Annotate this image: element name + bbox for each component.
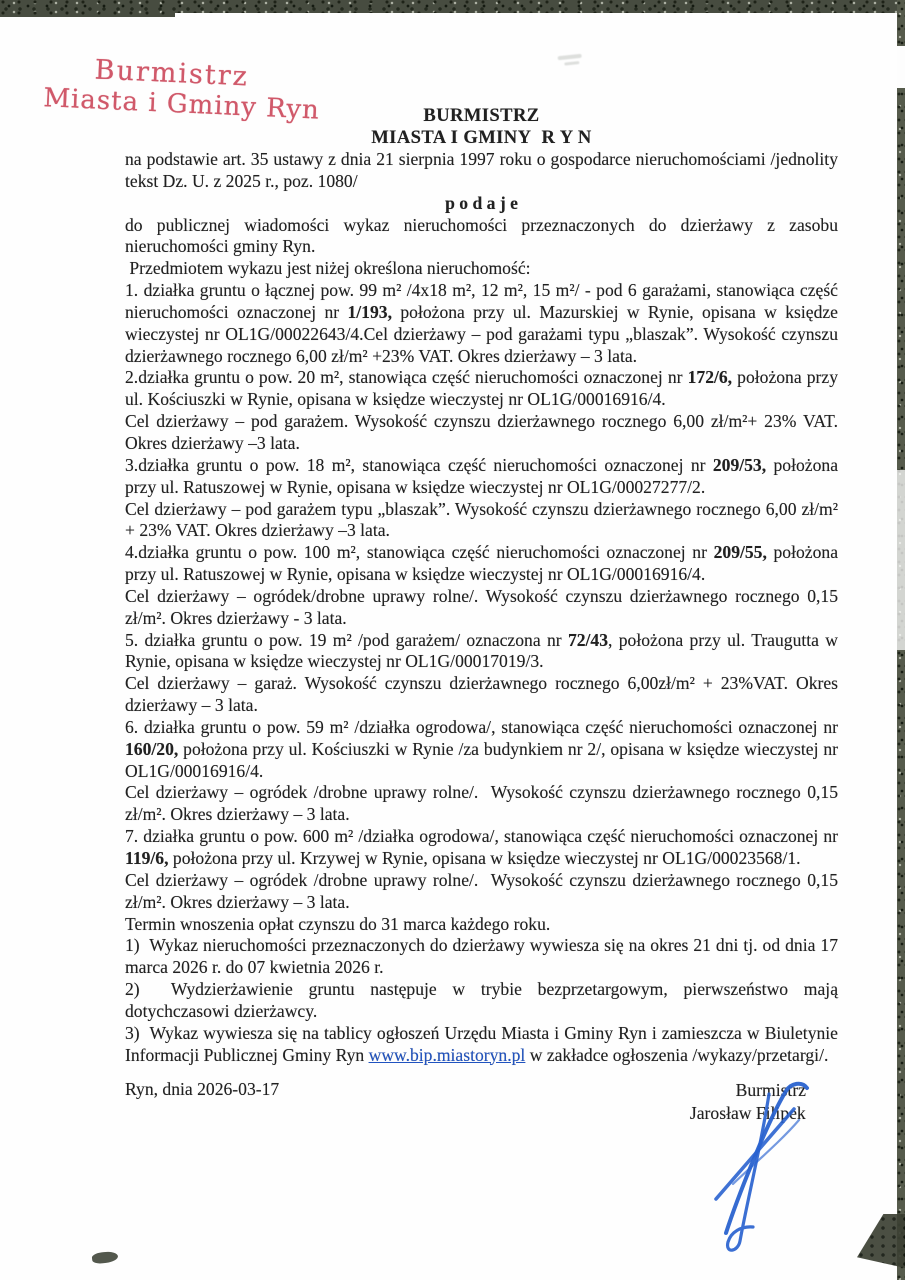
legal-basis-paragraph: na podstawie art. 35 ustawy z dnia 21 sierpnia 1997 roku o gospodarce nieruchomościami /jednolity tekst Dz. U. z 2025 r., poz. 1080/ <box>125 149 838 191</box>
parcel-number: 209/55, <box>713 542 767 563</box>
bip-website-link[interactable]: www.bip.miastoryn.pl <box>368 1044 526 1065</box>
item-3-lease-terms: Cel dzierżawy – pod garażem typu „blaszak”. Wysokość czynszu dzierżawnego rocznego 6,00 zł/m² + 23% VAT. Okres dzierżawy –3 lata. <box>125 498 838 541</box>
handwritten-signature-scribble <box>688 1078 820 1256</box>
stamp-smudge <box>558 54 583 66</box>
document-body <box>125 105 838 1125</box>
item-7-description: 7. działka gruntu o pow. 600 m² /działka ogrodowa/, stanowiąca część nieruchomości oznaczonej nr 119/6, położona przy ul. Krzywej w Rynie, opisana w księdze wieczystej nr OL1G/00023568/1. <box>125 826 838 868</box>
item-5-lease-terms: Cel dzierżawy – garaż. Wysokość czynszu dzierżawnego rocznego 6,00zł/m² + 23%VAT. Okres dzierżawy – 3 lata. <box>125 673 838 716</box>
signer-title: Burmistrz <box>735 1080 806 1101</box>
parcel-number: 172/6, <box>687 367 733 388</box>
note-1: 1) Wykaz nieruchomości przeznaczonych do dzierżawy wywiesza się na okres 21 dni tj. od dnia 17 marca 2026 r. do 07 kwietnia 2026 r. <box>125 935 838 978</box>
org-title-line1: BURMISTRZ <box>423 105 540 126</box>
stamp-line2: Miasta i Gminy Ryn <box>42 83 321 126</box>
scan-bottom-mark <box>91 1250 118 1264</box>
note-2: 2) Wydzierżawienie gruntu następuje w trybie bezprzetargowym, pierwszeństwo mają dotychczasowi dzierżawcy. <box>125 979 838 1021</box>
item-3-description: 3.działka gruntu o pow. 18 m², stanowiąca część nieruchomości oznaczonej nr 209/53, położona przy ul. Ratuszowej w Rynie, opisana w księdze wieczystej nr OL1G/00027277/2. <box>125 454 838 497</box>
stamp-line1: Burmistrz <box>94 54 250 93</box>
parcel-number: 160/20, <box>125 738 179 759</box>
announcement-paragraph: do publicznej wiadomości wykaz nieruchomości przeznaczonych do dzierżawy z zasobu nieruchomości gminy Ryn. <box>125 214 838 257</box>
payment-deadline-line: Termin wnoszenia opłat czynszu do 31 marca każdego roku. <box>125 913 551 934</box>
parcel-number: 1/193, <box>347 301 392 322</box>
scan-edge-right <box>897 0 905 1280</box>
item-4-description: 4.działka gruntu o pow. 100 m², stanowiąca część nieruchomości oznaczonej nr 209/55, położona przy ul. Ratuszowej w Rynie, opisana w księdze wieczystej nr OL1G/00016916/4. <box>125 542 838 585</box>
item-5-description: 5. działka gruntu o pow. 19 m² /pod garażem/ oznaczona nr 72/43, położona przy ul. Traugutta w Rynie, opisana w księdze wieczystej nr OL1G/00017019/3. <box>125 629 838 672</box>
item-6-description: 6. działka gruntu o pow. 59 m² /działka ogrodowa/, stanowiąca część nieruchomości oznaczonej nr 160/20, położona przy ul. Kościuszki w Rynie /za budynkiem nr 2/, opisana w księdze wieczystej nr OL1G/00016916/4. <box>125 716 838 781</box>
subject-line: Przedmiotem wykazu jest niżej określona nieruchomość: <box>125 258 531 279</box>
org-title-line2: MIASTA I GMINY R Y N <box>371 127 592 148</box>
scan-edge-top <box>0 0 905 13</box>
place-and-date: Ryn, dnia 2026-03-17 <box>125 1079 280 1100</box>
item-4-lease-terms: Cel dzierżawy – ogródek/drobne uprawy rolne/. Wysokość czynszu dzierżawnego rocznego 0,15 zł/m². Okres dzierżawy - 3 lata. <box>125 585 838 628</box>
signer-name: Jarosław Filipek <box>689 1103 806 1124</box>
parcel-number: 209/53, <box>712 454 767 475</box>
item-2-description: 2.działka gruntu o pow. 20 m², stanowiąca część nieruchomości oznaczonej nr 172/6, położona przy ul. Kościuszki w Rynie, opisana w księdze wieczystej nr OL1G/00016916/4. <box>125 367 838 410</box>
scan-corner-mark <box>857 1214 905 1268</box>
item-1-description: 1. działka gruntu o łącznej pow. 99 m² /4x18 m², 12 m², 15 m²/ - pod 6 garażami, stanowiąca część nieruchomości oznaczonej nr 1/193, położona przy ul. Mazurskiej w Rynie, opisana w księdze wieczystej nr OL1G/00022643/4.Cel dzierżawy – pod garażami typu „blaszak”. Wysokość czynszu dzierżawnego rocznego 6,00 zł/m² +23% VAT. Okres dzierżawy – 3 lata. <box>125 280 838 366</box>
note-3: 3) Wykaz wywiesza się na tablicy ogłoszeń Urzędu Miasta i Gminy Ryn i zamieszcza w Biuletynie Informacji Publicznej Gminy Ryn www.bip.miastoryn.pl w zakładce ogłoszenia /wykazy/przetargi/. <box>125 1022 838 1065</box>
scan-edge-gap <box>897 46 905 88</box>
item-7-lease-terms: Cel dzierżawy – ogródek /drobne uprawy rolne/. Wysokość czynszu dzierżawnego rocznego 0,15 zł/m². Okres dzierżawy – 3 lata. <box>125 869 838 912</box>
item-6-lease-terms: Cel dzierżawy – ogródek /drobne uprawy rolne/. Wysokość czynszu dzierżawnego rocznego 0,15 zł/m². Okres dzierżawy – 3 lata. <box>125 782 838 825</box>
parcel-number: 72/43 <box>567 629 609 650</box>
item-2-lease-terms: Cel dzierżawy – pod garażem. Wysokość czynszu dzierżawnego rocznego 6,00 zł/m²+ 23% VAT. Okres dzierżawy –3 lata. <box>125 411 838 453</box>
podaje-line: p o d a j e <box>445 192 518 213</box>
scan-edge-gap <box>897 470 905 650</box>
parcel-number: 119/6, <box>125 848 169 868</box>
